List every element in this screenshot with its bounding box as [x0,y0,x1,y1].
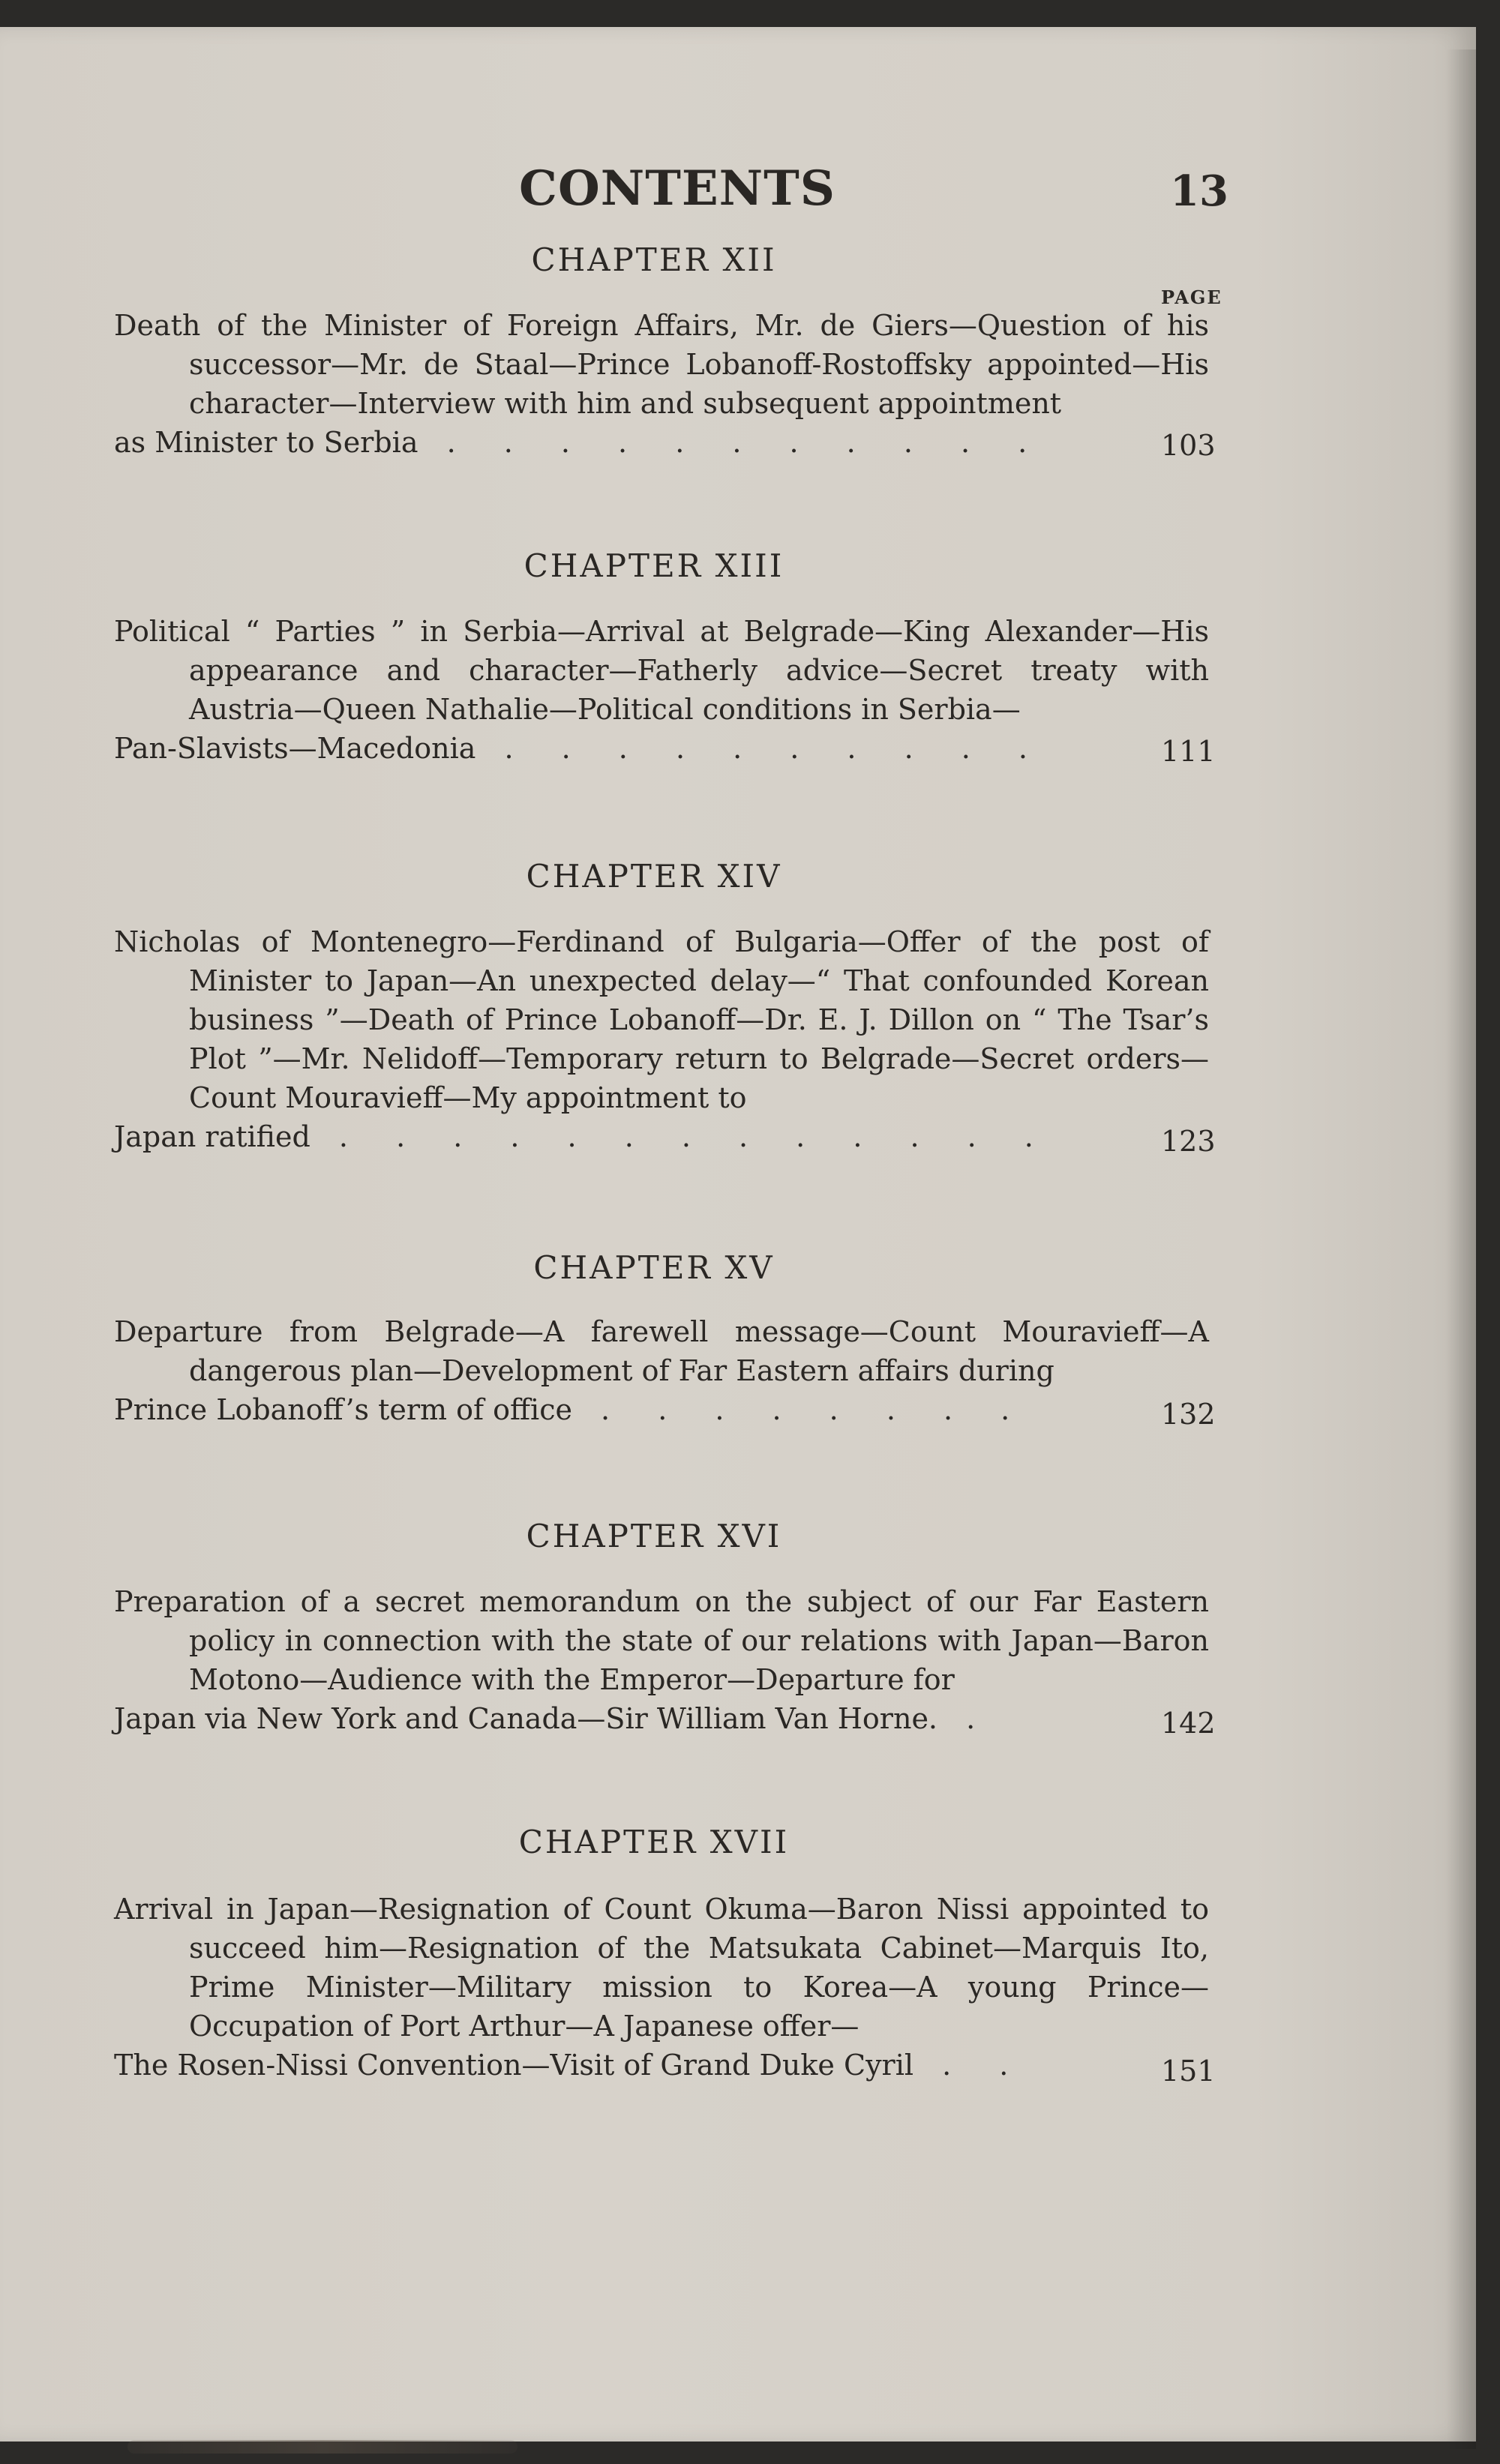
dot-leader: . . . . . . . . . . [476,732,1047,765]
running-head: CONTENTS [519,160,836,217]
chapter-page-number: 123 [1161,1125,1216,1158]
summary-last-line: Japan via New York and Canada—Sir William Van Horne. . [114,1702,995,1735]
summary-text: Preparation of a secret memorandum on the subject of our Far Eastern policy in connection with the state of our relations with Japan—Baron Motono—Audience with the Emperor—Departure for [114,1585,1209,1696]
dot-leader: . [938,1702,995,1735]
dot-leader: . . . . . . . . [572,1393,1030,1426]
summary-last-line: as Minister to Serbia . . . . . . . . . . . [114,426,1047,459]
summary-text: Nicholas of Montenegro—Ferdinand of Bulgaria—Offer of the post of Minister to Japan—An unexpected delay—“ That confounded Korean business ”—Death of Prince Lobanoff—Dr. E. J. Dillon on “ The Tsar’s Plot ”—Mr. Nelidoff—Temporary return to Belgrade—Secret orders—Count Mouravieff—My appointment to [114,925,1209,1114]
dot-leader: . . . . . . . . . . . [418,426,1047,459]
chapter-summary [114,306,1209,462]
chapter-title: CHAPTER XV [533,1249,775,1286]
chapter-summary [114,612,1209,768]
page-number: 13 [1170,166,1228,216]
chapter-summary [114,922,1209,1156]
chapter-title: CHAPTER XIV [526,858,782,895]
chapter-page-number: 142 [1161,1707,1216,1740]
chapter-title: CHAPTER XVI [526,1518,782,1554]
summary-last-line: Japan ratified . . . . . . . . . . . . . [114,1120,1053,1153]
summary-text: Political “ Parties ” in Serbia—Arrival at Belgrade—King Alexander—His appearance and character—Fatherly advice—Secret treaty with Austria—Queen Nathalie—Political conditions in Serbia— [114,615,1209,726]
chapter-page-number: 132 [1161,1398,1216,1431]
summary-text: Departure from Belgrade—A farewell message—Count Mouravieff—A dangerous plan—Development of Far Eastern affairs during [114,1315,1209,1387]
summary-last-line: Prince Lobanoff’s term of office . . . . . . . . [114,1393,1030,1426]
book-page [0,27,1476,2442]
chapter-page-number: 111 [1161,735,1216,768]
dot-leader: . . . . . . . . . . . . . [310,1120,1053,1153]
dot-leader: . . [914,2049,1028,2082]
summary-text: Arrival in Japan—Resignation of Count Okuma—Baron Nissi appointed to succeed him—Resignation of the Matsukata Cabinet—Marquis Ito, Prime Minister—Military mission to Korea—A young Prince—Occupation of Port Arthur—A Japanese offer— [114,1893,1209,2043]
page-column-label: PAGE [1161,286,1222,308]
summary-last-line: The Rosen-Nissi Convention—Visit of Grand Duke Cyril . . [114,2049,1028,2082]
page-stain [128,2440,518,2454]
chapter-page-number: 103 [1161,429,1216,462]
chapter-page-number: 151 [1161,2055,1216,2088]
chapter-title: CHAPTER XII [531,241,777,278]
chapter-title: CHAPTER XVII [518,1824,790,1860]
summary-last-line: Pan-Slavists—Macedonia . . . . . . . . . . [114,732,1047,765]
chapter-title: CHAPTER XIII [524,547,784,584]
summary-text: Death of the Minister of Foreign Affairs, Mr. de Giers—Question of his successor—Mr. de Staal—Prince Lobanoff-Rostoffsky appointed—His character—Interview with him and subsequent appointment [114,309,1209,420]
chapter-summary [114,1890,1209,2085]
chapter-summary [114,1582,1209,1738]
page-edge-shadow [1446,49,1476,2449]
chapter-summary [114,1312,1209,1429]
